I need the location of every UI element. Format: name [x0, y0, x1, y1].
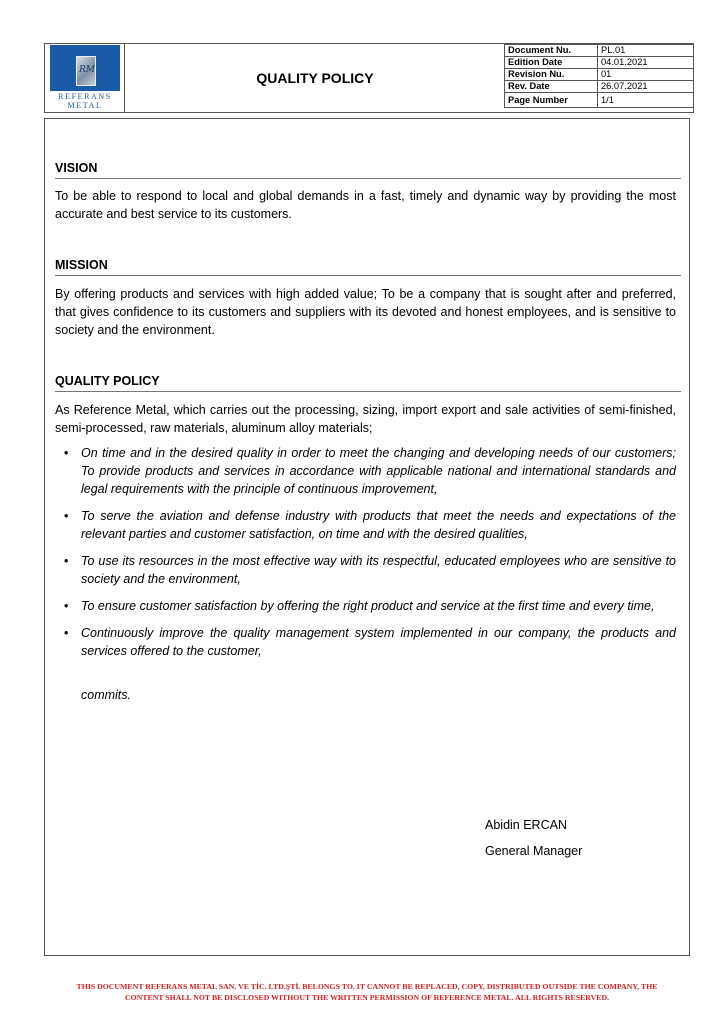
logo-text-line2: METAL: [67, 101, 103, 110]
bullet-icon: •: [64, 626, 69, 640]
bullet-icon: •: [64, 554, 69, 568]
mission-heading: MISSION: [55, 258, 681, 276]
list-item: • To serve the aviation and defense industry with products that meet the needs and expectations of the relevant parties and customer satisfaction, on time and with the desired qualities,: [64, 509, 676, 541]
company-logo: [45, 44, 125, 112]
closing-word: commits.: [81, 688, 131, 702]
vision-heading: VISION: [55, 161, 681, 179]
document-meta-table: [504, 44, 694, 108]
quality-policy-heading: QUALITY POLICY: [55, 374, 681, 392]
meta-row: Revision Nu. 01: [505, 69, 694, 81]
logo-text-line1: REFERANS: [58, 92, 112, 101]
list-item: • Continuously improve the quality management system implemented in our company, the products and services offered to the customer,: [64, 626, 676, 658]
signatory-title: General Manager: [485, 844, 583, 858]
meta-row: Rev. Date 26.07.2021: [505, 81, 694, 93]
footer-line2: CONTENT SHALL NOT BE DISCLOSED WITHOUT THE WRITTEN PERMISSION OF REFERENCE METAL. ALL RIGHTS RESERVED.: [124, 993, 610, 1002]
logo-mark-icon: RM: [50, 45, 120, 91]
meta-row: Document Nu. PL.01: [505, 45, 694, 57]
document-header: [44, 43, 694, 113]
signatory-name: Abidin ERCAN: [485, 818, 567, 832]
bullet-icon: •: [64, 599, 69, 613]
vision-text: To be able to respond to local and global demands in a fast, timely and dynamic way by providing the most accurate and best service to its customers.: [55, 189, 676, 221]
document-title: QUALITY POLICY: [256, 70, 374, 86]
footer-line1: THIS DOCUMENT REFERANS METAL SAN. VE TİC. LTD.ŞTİ. BELONGS TO. IT CANNOT BE REPLACED, COPY, DISTRIBUTED OUTSIDE THE COMPANY, THE: [76, 982, 658, 991]
mission-text: By offering products and services with high added value; To be a company that is sought after and preferred, that gives confidence to its customers and suppliers with its devoted and honest employees, and is sensitive to society and the environment.: [55, 287, 676, 337]
quality-policy-intro: As Reference Metal, which carries out the processing, sizing, import export and sale activities of semi-finished, semi-processed, raw materials, aluminum alloy materials;: [55, 403, 676, 435]
list-item: • To ensure customer satisfaction by offering the right product and service at the first time and every time,: [64, 599, 655, 613]
copyright-footer: [40, 981, 694, 1003]
list-item: • To use its resources in the most effective way with its respectful, educated employees who are sensitive to society and the environment,: [64, 554, 676, 586]
bullet-icon: •: [64, 509, 69, 523]
bullet-icon: •: [64, 446, 69, 460]
policy-bullet-list: [55, 444, 676, 669]
meta-row: Page Number 1/1: [505, 93, 694, 108]
meta-row: Edition Date 04.01.2021: [505, 57, 694, 69]
list-item: • On time and in the desired quality in order to meet the changing and developing needs of our customers; To provide products and services in accordance with applicable national and international standards and legal requirements with the principle of continuous improvement,: [64, 446, 676, 496]
